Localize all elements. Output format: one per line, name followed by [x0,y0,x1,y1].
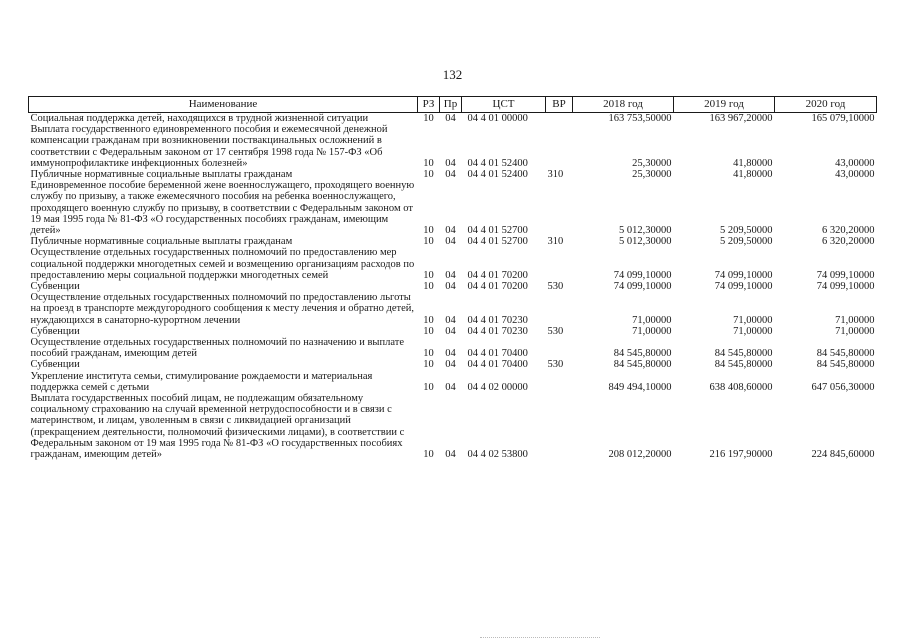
cell-cst: 04 4 01 70200 [467,281,528,293]
table-row [29,292,877,326]
cell-rz: 10 [423,449,434,461]
cell-pr: 04 [445,169,456,181]
cell-rz: 10 [423,236,434,248]
cell-2020: 71,00000 [835,325,875,337]
cell-2019: 71,00000 [733,314,773,326]
cell-name: Социальная поддержка детей, находящихся в трудной жизненной ситуации [30,113,369,124]
cell-vr [546,247,573,281]
cell-pr: 04 [445,269,456,281]
cell-rz: 10 [423,281,434,293]
cell-2018: 5 012,30000 [619,236,672,248]
table-header-row [29,97,877,113]
cell-2019: 74 099,10000 [714,281,773,293]
cell-rz: 10 [423,381,434,393]
table-row [29,281,877,292]
cell-rz: 10 [423,325,434,337]
cell-2019: 41,80000 [733,169,773,181]
column-header-cst: ЦСТ [462,97,546,113]
cell-pr: 04 [445,359,456,371]
cell-2018: 208 012,20000 [608,449,672,461]
cell-pr: 04 [445,314,456,326]
cell-name: Единовременное пособие беременной жене военнослужащего, проходящего военную службу по призыву, а также ежемесячного пособия на ребенка военнослужащего, проходящего военную службу по призыву, в соответствии с Федеральным законом от 19 мая 1995 года № 81-ФЗ «О государственных пособиях гражданам, имеющим детей» [30,180,415,237]
cell-cst: 04 4 01 70400 [467,348,528,360]
cell-rz: 10 [423,169,434,181]
cell-2018: 25,30000 [632,157,672,169]
cell-2019: 71,00000 [733,325,773,337]
column-header-vr: ВР [546,97,573,113]
cell-vr [546,393,573,460]
cell-pr: 04 [445,157,456,169]
cell-rz: 10 [423,348,434,360]
cell-name: Публичные нормативные социальные выплаты гражданам [30,236,293,248]
cell-vr: 530 [547,325,564,337]
cell-rz: 10 [423,225,434,237]
cell-2020: 84 545,80000 [816,359,875,371]
cell-cst: 04 4 01 70200 [467,269,528,281]
cell-2018: 84 545,80000 [613,348,672,360]
cell-2019: 638 408,60000 [709,381,773,393]
cell-2020: 647 056,30000 [811,381,875,393]
cell-2018: 84 545,80000 [613,359,672,371]
cell-pr: 04 [445,225,456,237]
cell-2019: 216 197,90000 [709,449,773,461]
cell-name: Выплата государственного единовременного пособия и ежемесячной денежной компенсации гражданам при возникновении поствакцинальных осложнений в соответствии с Федеральным законом от 17 сентября 1998 года № 157-ФЗ «Об иммунопрофилактике инфекционных болезней» [30,124,388,169]
cell-pr: 04 [445,449,456,461]
table-row [29,326,877,337]
cell-vr: 310 [547,169,564,181]
cell-pr: 04 [445,325,456,337]
cell-vr [546,124,573,169]
table-row [29,180,877,236]
cell-2018: 25,30000 [632,169,672,181]
cell-2020: 6 320,20000 [822,236,875,248]
cell-vr [546,371,573,393]
cell-name: Публичные нормативные социальные выплаты гражданам [30,169,293,181]
cell-2019: 84 545,80000 [714,359,773,371]
cell-pr: 04 [445,381,456,393]
column-header-rz: РЗ [418,97,440,113]
cell-vr: 310 [547,236,564,248]
cell-2020: 165 079,10000 [811,113,875,124]
cell-2020: 224 845,60000 [811,449,875,461]
page-number: 132 [442,67,463,82]
cell-rz: 10 [423,269,434,281]
column-header-pr: Пр [440,97,462,113]
cell-2019: 74 099,10000 [714,269,773,281]
table-body [29,113,877,461]
table-row [29,393,877,460]
cell-vr: 530 [547,281,564,293]
cell-pr: 04 [445,236,456,248]
column-header-2019: 2019 год [674,97,775,113]
cell-cst: 04 4 02 00000 [467,381,528,393]
cell-vr: 530 [547,359,564,371]
cell-2019: 41,80000 [733,157,773,169]
cell-2018: 849 494,10000 [608,381,672,393]
cell-2018: 74 099,10000 [613,269,672,281]
cell-name: Субвенции [30,325,80,337]
cell-cst: 04 4 01 52400 [467,157,528,169]
cell-name: Укрепление института семьи, стимулирование рождаемости и материальная поддержка семей с детьми [30,370,373,393]
cell-rz: 10 [423,157,434,169]
cell-2018: 71,00000 [632,314,672,326]
cell-name: Выплата государственных пособий лицам, не подлежащим обязательному социальному страхованию на случай временной нетрудоспособности и в связи с материнством, и лицам, уволенным в связи с ликвидацией организаций (прекращением деятельности, полномочий физическими лицами), в соответствии с Федеральным законом от 19 мая 1995 года № 81-ФЗ «О государственных пособиях гражданам, имеющим детей» [30,393,405,461]
cell-2018: 5 012,30000 [619,225,672,237]
cell-2020: 43,00000 [835,157,875,169]
cell-2018: 163 753,50000 [608,113,672,124]
cell-cst: 04 4 02 53800 [467,449,528,461]
cell-2020: 74 099,10000 [816,281,875,293]
cell-pr: 04 [445,348,456,360]
cell-cst: 04 4 01 70230 [467,314,528,326]
cell-2018: 71,00000 [632,325,672,337]
cell-cst: 04 4 01 70400 [467,359,528,371]
table-row [29,371,877,393]
budget-table [28,96,877,460]
cell-rz: 10 [423,113,434,124]
cell-pr: 04 [445,113,456,124]
table-row [29,113,877,125]
table-row [29,236,877,247]
cell-name: Осуществление отдельных государственных полномочий по предоставлению мер социальной поддержки многодетных семей и возмещению организациям расходов по предоставлению меры социальной поддержки многодетных семей [30,247,415,281]
cell-2018: 74 099,10000 [613,281,672,293]
cell-2019: 84 545,80000 [714,348,773,360]
cell-cst: 04 4 01 52700 [467,225,528,237]
cell-2020: 84 545,80000 [816,348,875,360]
column-header-name: Наименование [29,97,418,113]
cell-name: Субвенции [30,281,80,293]
column-header-2020: 2020 год [775,97,877,113]
cell-vr [546,113,573,125]
table-row [29,359,877,370]
cell-rz: 10 [423,314,434,326]
cell-cst: 04 4 01 52400 [467,169,528,181]
table-row [29,124,877,169]
cell-2019: 5 209,50000 [720,225,773,237]
cell-2020: 71,00000 [835,314,875,326]
cell-2020: 6 320,20000 [822,225,875,237]
cell-cst: 04 4 01 00000 [467,113,528,124]
cell-2020: 74 099,10000 [816,269,875,281]
cell-2019: 5 209,50000 [720,236,773,248]
cell-name: Субвенции [30,359,80,371]
cell-2020: 43,00000 [835,169,875,181]
cell-vr [546,337,573,359]
column-header-2018: 2018 год [573,97,674,113]
cell-cst: 04 4 01 52700 [467,236,528,248]
cell-2019: 163 967,20000 [709,113,773,124]
cell-rz: 10 [423,359,434,371]
cell-vr [546,292,573,326]
cell-name: Осуществление отдельных государственных полномочий по предоставлению льготы на проезд в транспорте междугородного сообщения к месту лечения и обратно детей, нуждающихся в санаторно-курортном лечении [30,292,415,326]
table-row [29,247,877,281]
cell-vr [546,180,573,236]
cell-cst: 04 4 01 70230 [467,325,528,337]
cell-name: Осуществление отдельных государственных полномочий по назначению и выплате пособий гражданам, имеющим детей [30,337,404,360]
cell-pr: 04 [445,281,456,293]
table-row [29,169,877,180]
table-row [29,337,877,359]
